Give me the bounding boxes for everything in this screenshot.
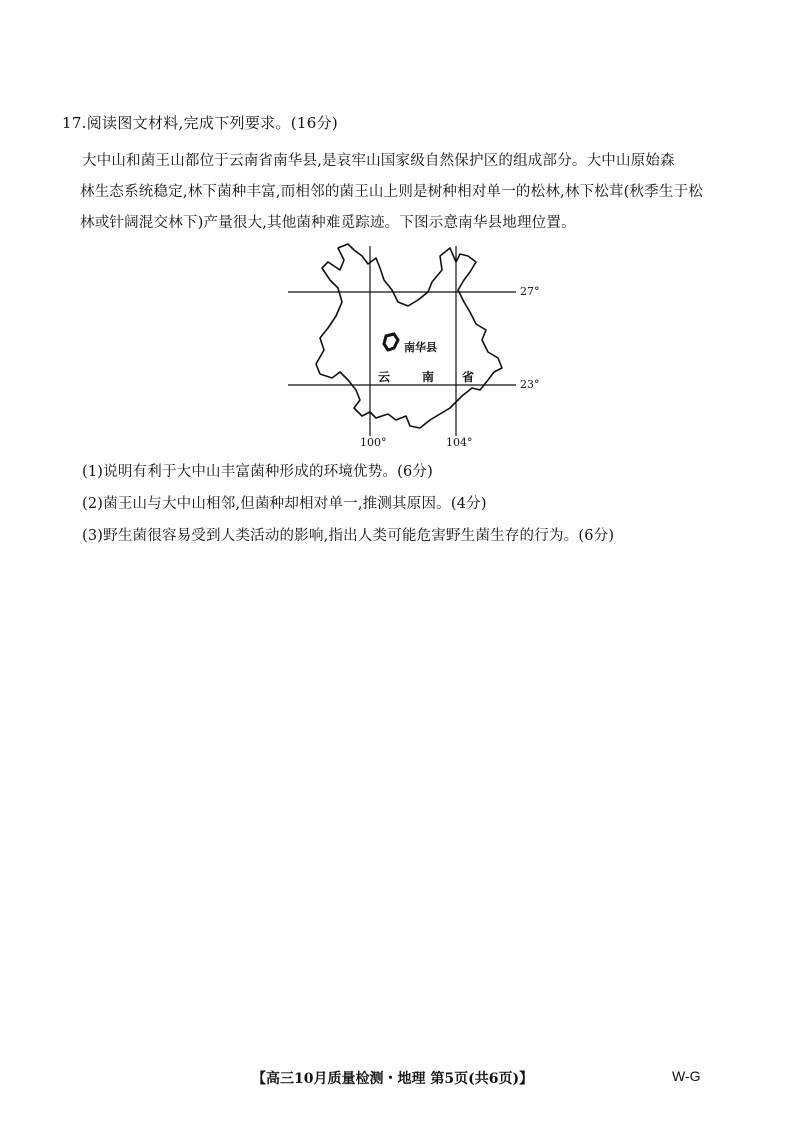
lon-label: 100°	[360, 436, 387, 449]
province-char: 南	[422, 370, 435, 384]
nanhua-county-outline	[384, 334, 398, 350]
material-line: 大中山和菌王山都位于云南省南华县,是哀牢山国家级自然保护区的组成部分。大中山原始森	[82, 153, 675, 169]
lon-label: 104°	[446, 436, 473, 449]
lat-label: 23°	[520, 378, 540, 391]
sub-question: (3)野生菌很容易受到人类活动的影响,指出人类可能危害野生菌生存的行为。(6分)	[82, 528, 615, 544]
yunnan-outline	[316, 244, 502, 428]
county-label: 南华县	[404, 341, 437, 354]
sub-question: (2)菌王山与大中山相邻,但菌种却相对单一,推测其原因。(4分)	[82, 496, 487, 512]
page-footer: 【高三10月质量检测・地理 第5页(共6页)】	[252, 1071, 534, 1087]
province-char: 云	[378, 370, 391, 384]
material-text	[82, 146, 742, 239]
lat-label: 27°	[520, 285, 540, 298]
material-line: 林生态系统稳定,林下菌种丰富,而相邻的菌王山上则是树种相对单一的松林,林下松茸(秋季生于松	[80, 184, 703, 200]
paper-code: W-G	[672, 1068, 701, 1084]
question-title: 17.阅读图文材料,完成下列要求。(16分)	[62, 114, 339, 132]
province-char: 省	[462, 370, 475, 384]
sub-question: (1)说明有利于大中山丰富菌种形成的环境优势。(6分)	[82, 464, 433, 480]
material-line: 林或针阔混交林下)产量很大,其他菌种难觅踪迹。下图示意南华县地理位置。	[80, 215, 576, 231]
yunnan-location-map	[280, 240, 550, 452]
